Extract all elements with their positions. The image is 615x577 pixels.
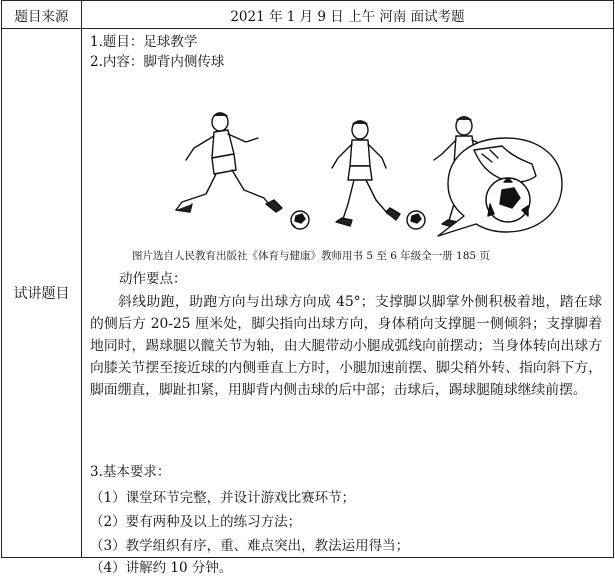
foot-contact-closeup-illustration (432, 134, 566, 242)
requirement-item: （4）讲解约 10 分钟。 (90, 560, 233, 576)
player-run-icon (176, 113, 282, 212)
source-title: 2021 年 1 月 9 日 上午 河南 面试考题 (82, 1, 614, 29)
requirements-title: 3.基本要求： (90, 464, 171, 480)
content-cell (82, 29, 614, 576)
row-label: 试讲题目 (2, 29, 82, 558)
subject-line: 2.内容：脚背内侧传球 (90, 54, 225, 70)
requirement-item: （1）课堂环节完整，并设计游戏比赛环节； (90, 490, 356, 506)
image-caption: 图片选自人民教育出版社《体育与健康》教师用书 5 至 6 年级全一册 185 页 (132, 250, 490, 262)
player-support-step-icon (332, 121, 400, 226)
ball-icon (291, 211, 309, 229)
essentials-title: 动作要点： (119, 271, 187, 287)
topic-line: 1.题目：足球教学 (90, 34, 198, 50)
essentials-text: 斜线助跑，助跑方向与出球方向成 45°；支撑脚以脚掌外侧积极着地，踏在球的侧后方 20-25 厘米处，脚尖指向出球方向，身体稍向支撑腿一侧倾斜；支撑脚着地同时，踢球腿以髋关节为轴，由大腿带动小腿成弧线向前摆动；当身体转向出球方向膝关节摆至接近球的内侧垂直上方时，小腿加速前摆、脚尖稍外转、指向斜下方，脚面绷直，脚趾扣紧，用脚背内侧击球的后中部；击球后，踢球腿随球继续前摆。 (90, 294, 602, 398)
source-label: 题目来源 (2, 1, 82, 29)
requirement-item: （3）教学组织有序，重、难点突出，教法运用得当； (90, 538, 410, 554)
exam-table (1, 0, 614, 576)
ball-icon (407, 211, 425, 229)
content-row (2, 29, 614, 558)
header-row (2, 1, 614, 29)
requirement-item: （2）要有两种及以上的练习方法； (90, 514, 302, 530)
closeup-ball-icon (486, 178, 530, 222)
